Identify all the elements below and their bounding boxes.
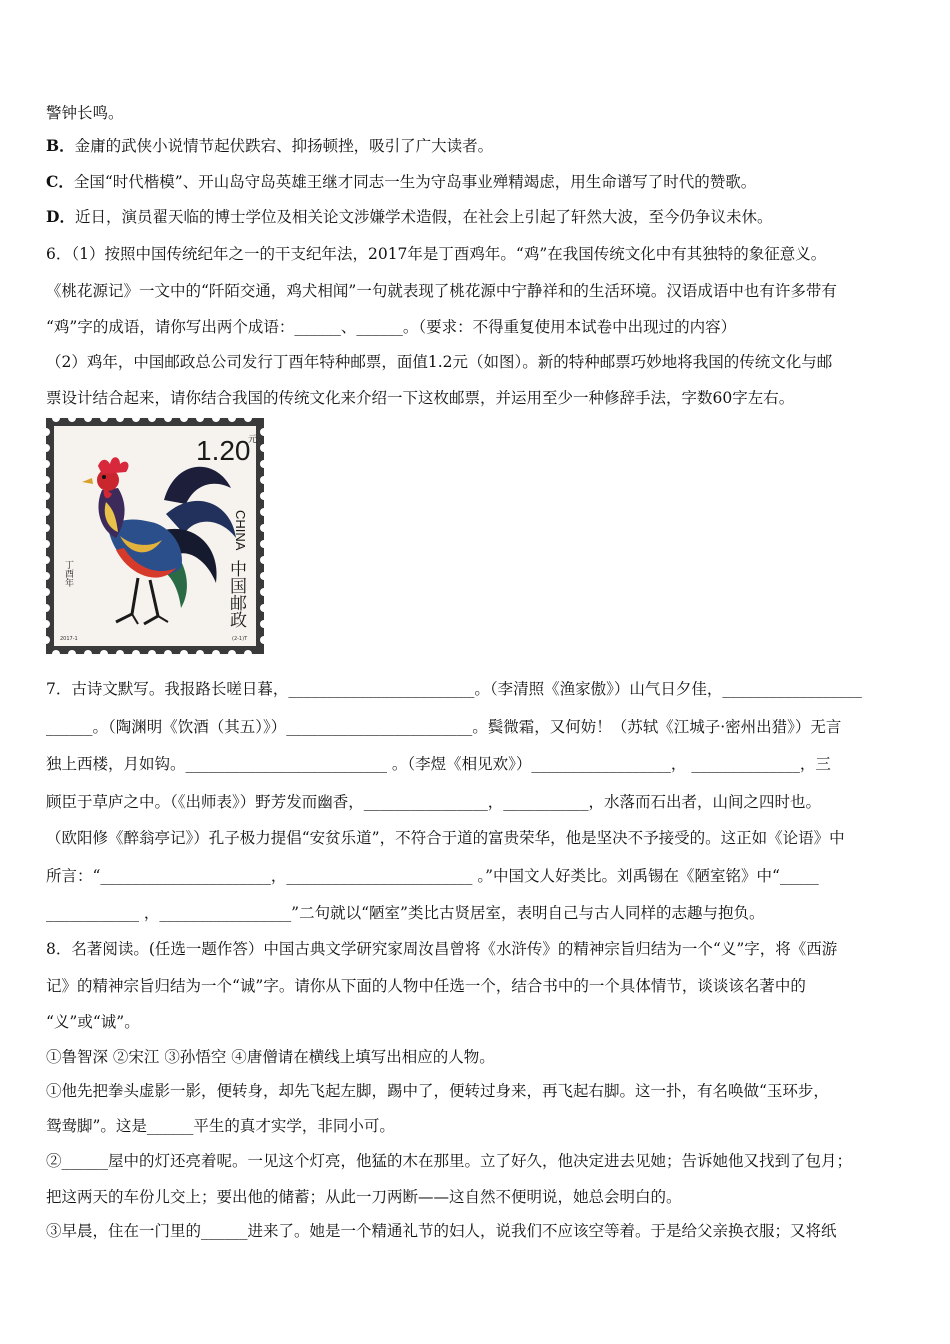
stamp-post: 中国邮政 (226, 560, 246, 628)
question-6-part2-line-2: 票设计结合起来，请你结合我国的传统文化来介绍一下这枚邮票，并运用至少一种修辞手法，字数60字左右。 (46, 389, 795, 407)
question-6-part2-line-1: （2）鸡年，中国邮政总公司发行丁酉年特种邮票，面值1.2元（如图）。新的特种邮票巧妙地将我国的传统文化与邮 (46, 353, 833, 371)
option-b (46, 136, 906, 156)
question-7-line-4: 顾臣于草庐之中。（《出师表》）野芳发而幽香，________________，___________，水落而石出者，山间之四时也。 (46, 793, 822, 811)
stamp-code: (2-1)T (232, 636, 248, 642)
excerpt-1-line-1: ①他先把拳头虚影一影，便转身，却先飞起左脚，踢中了，便转过身来，再飞起右脚。这一扑，有名唤做“玉环步， (46, 1082, 829, 1100)
option-d-letter: D． (46, 207, 75, 226)
question-6-line-2: 《桃花源记》一文中的“阡陌交通，鸡犬相闻”一句就表现了桃花源中宁静祥和的生活环境。汉语成语中也有许多带有 (46, 282, 837, 300)
stamp-unit: 元 (248, 435, 258, 445)
question-7-line-7: ____________ ，_________________”二句就以“陋室”类比古贤居室，表明自己与古人同样的志趣与抱负。 (46, 904, 765, 922)
question-8-line-1: 8．名著阅读。(任选一题作答）中国古典文学研究家周汝昌曾将《水浒传》的精神宗旨归结为一个“义”字，将《西游 (46, 940, 838, 958)
question-7-line-3: 独上西楼，月如钩。__________________________ 。（李煜《相见欢》）__________________， ______________，三 (46, 755, 831, 773)
option-c-letter: C． (46, 172, 74, 191)
question-6-line-1: 6．（1）按照中国传统纪年之一的干支纪年法，2017年是丁酉鸡年。“鸡”在我国传统文化中有其独特的象征意义。 (46, 245, 827, 263)
option-c-text: 全国“时代楷模”、开山岛守岛英雄王继才同志一生为守岛事业殚精竭虑，用生命谱写了时代的赞歌。 (73, 173, 757, 191)
option-b-letter: B． (46, 136, 75, 155)
excerpt-1-line-2: 鸳鸯脚”。这是______平生的真才实学，非同小可。 (46, 1117, 395, 1135)
option-d-text: 近日，演员翟天临的博士学位及相关论文涉嫌学术造假，在社会上引起了轩然大波，至今仍争议未休。 (74, 208, 773, 226)
character-options: ①鲁智深 ②宋江 ③孙悟空 ④唐僧请在横线上填写出相应的人物。 (46, 1048, 495, 1066)
option-b-text: 金庸的武侠小说情节起伏跌宕、抑扬顿挫，吸引了广大读者。 (74, 137, 494, 155)
excerpt-2-line-2: 把这两天的车份儿交上；要出他的储蓄；从此一刀两断——这自然不便明说，她总会明白的。 (46, 1188, 682, 1206)
stamp-serial: 2017-1 (60, 636, 78, 642)
excerpt-3-line-1: ③早晨，住在一门里的______进来了。她是一个精通礼节的妇人，说我们不应该空等着。于是给父亲换衣服；又将纸 (46, 1222, 837, 1240)
question-6-line-3: “鸡”字的成语，请你写出两个成语：______、______。（要求：不得重复使用本试卷中出现过的内容） (46, 318, 737, 336)
question-8-line-3: “义”或“诚”。 (46, 1013, 140, 1031)
stamp-country: CHINA (233, 510, 248, 551)
stamp-year-label: 丁酉年 (63, 560, 73, 587)
rooster-stamp-image (46, 418, 264, 654)
question-8-line-2: 记》的精神宗旨归结为一个“诚”字。请你从下面的人物中任选一个，结合书中的一个具体情节，谈谈该名著中的 (46, 977, 806, 995)
question-7-line-2: ______。（陶渊明《饮酒（其五）》）________________________。鬓微霜，又何妨！（苏轼《江城子·密州出猎》）无言 (46, 718, 842, 736)
question-7-line-6: 所言：“______________________，________________________ 。”中国文人好类比。刘禹锡在《陋室铭》中“_____ (46, 867, 819, 885)
stamp-value: 1.20 (196, 435, 251, 466)
question-7-line-5: （欧阳修《醉翁亭记》）孔子极力提倡“安贫乐道”，不符合于道的富贵荣华，他是坚决不予接受的。这正如《论语》中 (46, 829, 845, 847)
excerpt-2-line-1: ②______屋中的灯还亮着呢。一见这个灯亮，他猛的木在那里。立了好久，他决定进去见她；告诉她他又找到了包月； (46, 1152, 853, 1170)
option-d (46, 207, 906, 227)
text-line-1: 警钟长鸣。 (46, 104, 124, 122)
option-c (46, 172, 906, 192)
question-7-line-1: 7．古诗文默写。我报路长嗟日暮，________________________。（李清照《渔家傲》）山气日夕佳，__________________ (46, 680, 862, 698)
